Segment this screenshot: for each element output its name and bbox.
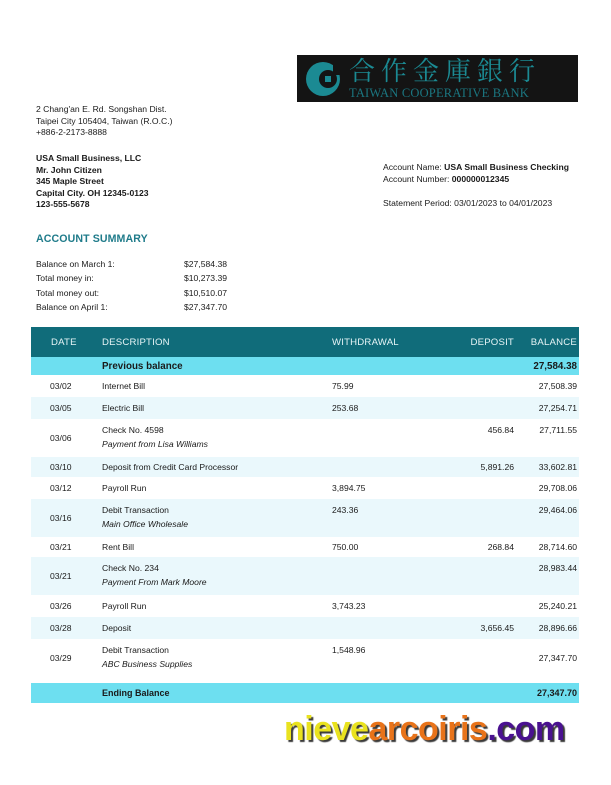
logo-chinese-name: 合作金庫銀行 <box>349 57 542 87</box>
row-balance: 28,896.66 <box>538 623 577 633</box>
summary-row <box>36 257 227 271</box>
customer-phone: 123-555-5678 <box>36 199 90 209</box>
table-row <box>31 419 579 457</box>
row-description: Internet Bill <box>102 381 145 391</box>
account-number-label: Account Number: <box>383 173 452 184</box>
row-balance: 25,240.21 <box>538 601 577 611</box>
account-info <box>383 162 569 185</box>
summary-title: ACCOUNT SUMMARY <box>36 233 148 245</box>
row-withdrawal: 243.36 <box>332 505 359 515</box>
bank-phone: +886-2-2173-8888 <box>36 127 107 137</box>
row-date: 03/26 <box>50 601 72 611</box>
row-balance: 29,708.06 <box>538 483 577 493</box>
summary-row <box>36 300 227 314</box>
row-description-cell <box>102 499 332 537</box>
row-description: Debit Transaction <box>102 505 169 515</box>
row-deposit: 268.84 <box>487 542 514 552</box>
row-deposit: 3,656.45 <box>480 623 514 633</box>
account-name-label: Account Name: <box>383 162 445 172</box>
row-sub-description: Main Office Wholesale <box>102 519 188 529</box>
row-date: 03/21 <box>50 542 72 552</box>
header-description: DESCRIPTION <box>102 336 170 348</box>
table-row <box>31 595 579 617</box>
row-date: 03/02 <box>50 381 72 391</box>
table-row <box>31 617 579 639</box>
previous-balance-row <box>31 357 579 375</box>
table-row <box>31 639 579 677</box>
watermark-part: nieve <box>284 710 369 748</box>
row-description: Debit Transaction <box>102 645 169 655</box>
table-row <box>31 499 579 537</box>
row-withdrawal: 75.99 <box>332 381 354 391</box>
summary-row <box>36 271 227 285</box>
previous-balance-label: Previous balance <box>102 360 183 372</box>
account-name-value: USA Small Business Checking <box>444 162 569 172</box>
row-sub-description: Payment From Mark Moore <box>102 577 207 587</box>
table-row <box>31 477 579 499</box>
row-description: Check No. 4598 <box>102 425 164 435</box>
header-withdrawal: WITHDRAWAL <box>332 336 399 348</box>
row-date: 03/21 <box>50 571 72 581</box>
ending-balance-row <box>31 683 579 703</box>
coin-logo-icon <box>305 61 341 97</box>
account-number <box>383 174 569 186</box>
account-name <box>383 162 569 174</box>
row-withdrawal: 253.68 <box>332 403 359 413</box>
table-row <box>31 457 579 477</box>
row-description: Check No. 234 <box>102 563 159 573</box>
row-deposit: 456.84 <box>487 425 514 435</box>
ending-balance-value: 27,347.70 <box>536 688 577 698</box>
summary-row <box>36 286 227 300</box>
ending-balance-label: Ending Balance <box>102 688 170 698</box>
summary-label: Total money out: <box>36 287 100 298</box>
bank-logo <box>297 55 578 102</box>
row-withdrawal <box>332 557 444 595</box>
row-withdrawal: 3,894.75 <box>332 483 366 493</box>
customer-address <box>36 153 149 211</box>
row-date: 03/16 <box>50 513 72 523</box>
table-header <box>31 327 579 357</box>
row-balance: 28,983.44 <box>538 563 577 573</box>
row-balance: 27,347.70 <box>538 653 577 663</box>
row-description: Payroll Run <box>102 483 147 493</box>
logo-english-name: TAIWAN COOPERATIVE BANK <box>349 86 529 100</box>
bank-address <box>36 104 172 139</box>
row-description: Payroll Run <box>102 601 147 611</box>
row-date: 03/10 <box>50 462 72 472</box>
summary-label: Balance on March 1: <box>36 259 115 270</box>
bank-address-line: Taipei City 105404, Taiwan (R.O.C.) <box>36 115 173 126</box>
row-description: Deposit from Credit Card Processor <box>102 462 239 472</box>
table-row <box>31 397 579 419</box>
row-description: Electric Bill <box>102 403 145 413</box>
row-description: Deposit <box>102 623 132 633</box>
table-row <box>31 537 579 557</box>
row-date: 03/29 <box>50 653 72 663</box>
row-sub-description: Payment from Lisa Williams <box>102 439 208 449</box>
row-description-cell <box>102 419 332 457</box>
transactions-table <box>31 327 579 703</box>
row-deposit <box>444 499 514 537</box>
statement-period: Statement Period: 03/01/2023 to 04/01/2023 <box>383 198 553 208</box>
row-balance: 29,464.06 <box>538 505 577 515</box>
customer-company: USA Small Business, LLC <box>36 153 142 163</box>
summary-value: $27,347.70 <box>184 302 228 313</box>
row-date: 03/05 <box>50 403 72 413</box>
table-row <box>31 375 579 397</box>
row-balance: 28,714.60 <box>538 542 577 552</box>
row-description-cell <box>102 557 332 595</box>
row-deposit <box>444 557 514 595</box>
summary-label: Balance on April 1: <box>36 302 108 313</box>
summary-value: $27,584.38 <box>184 259 228 270</box>
summary-value: $10,273.39 <box>184 273 228 284</box>
summary-label: Total money in: <box>36 273 94 284</box>
row-date: 03/12 <box>50 483 72 493</box>
header-balance: BALANCE <box>530 336 577 348</box>
row-deposit <box>444 639 514 677</box>
row-balance: 27,508.39 <box>538 381 577 391</box>
bank-address-line: 2 Chang'an E. Rd. Songshan Dist. <box>36 104 167 114</box>
row-balance: 27,711.55 <box>539 425 577 435</box>
watermark-part: .com <box>487 710 565 748</box>
watermark <box>284 710 565 749</box>
account-number-value: 000000012345 <box>451 173 510 184</box>
header-deposit: DEPOSIT <box>470 336 514 348</box>
previous-balance-value: 27,584.38 <box>533 360 577 372</box>
row-withdrawal <box>332 419 444 457</box>
customer-city: Capital City. OH 12345-0123 <box>36 187 149 198</box>
row-description: Rent Bill <box>102 542 134 552</box>
watermark-part: arcoiris <box>368 710 488 748</box>
header-date: DATE <box>51 336 77 348</box>
row-sub-description: ABC Business Supplies <box>102 659 193 669</box>
row-withdrawal: 3,743.23 <box>332 601 366 611</box>
row-date: 03/28 <box>50 623 72 633</box>
row-withdrawal: 1,548.96 <box>332 645 366 655</box>
summary-value: $10,510.07 <box>184 287 228 298</box>
row-withdrawal: 750.00 <box>332 542 359 552</box>
row-date: 03/06 <box>50 433 72 443</box>
customer-street: 345 Maple Street <box>36 176 104 186</box>
row-balance: 33,602.81 <box>538 462 577 472</box>
row-balance: 27,254.71 <box>538 403 577 413</box>
table-row <box>31 557 579 595</box>
row-description-cell <box>102 639 332 677</box>
account-summary <box>36 257 227 314</box>
row-deposit: 5,891.26 <box>480 462 514 472</box>
customer-name: Mr. John Citizen <box>36 164 102 175</box>
